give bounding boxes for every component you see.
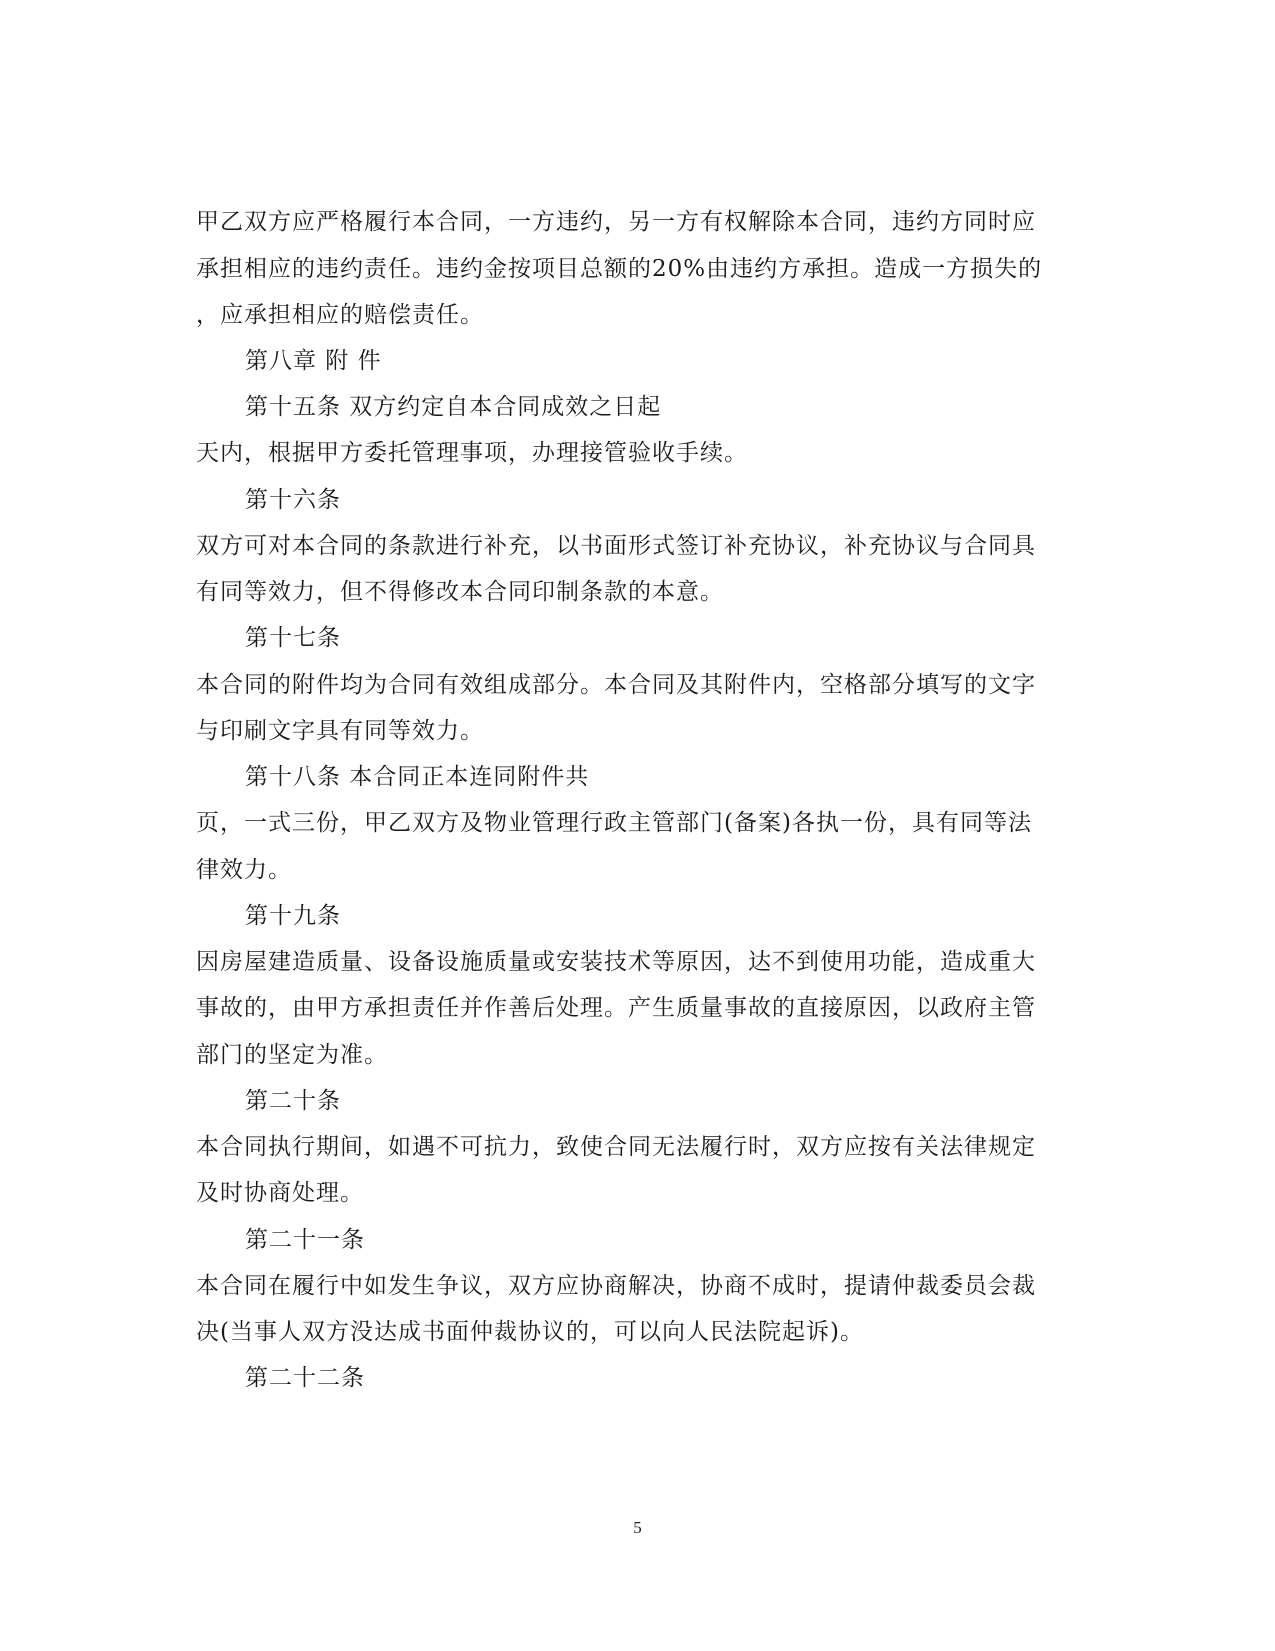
body-line: 甲乙双方应严格履行本合同，一方违约，另一方有权解除本合同，违约方同时应 — [196, 209, 1036, 235]
body-line: 决(当事人双方没达成书面仲裁协议的，可以向人民法院起诉)。 — [196, 1319, 864, 1345]
article-heading: 第二十一条 — [245, 1227, 365, 1253]
body-line: 天内，根据甲方委托管理事项，办理接管验收手续。 — [196, 440, 748, 466]
article-heading: 第十七条 — [245, 625, 341, 651]
body-line: ，应承担相应的赔偿责任。 — [196, 302, 484, 328]
body-line: 因房屋建造质量、设备设施质量或安装技术等原因，达不到使用功能，造成重大 — [196, 949, 1036, 975]
body-line: 本合同执行期间，如遇不可抗力，致使合同无法履行时，双方应按有关法律规定 — [196, 1134, 1036, 1160]
body-line: 有同等效力，但不得修改本合同印制条款的本意。 — [196, 579, 724, 605]
body-line: 承担相应的违约责任。违约金按项目总额的20%由违约方承担。造成一方损失的 — [196, 256, 1043, 282]
body-line: 与印刷文字具有同等效力。 — [196, 718, 484, 744]
article-heading: 第二十二条 — [245, 1365, 365, 1391]
article-heading: 第十九条 — [245, 903, 341, 929]
page-number: 5 — [633, 1518, 642, 1537]
article-heading: 第十六条 — [245, 487, 341, 513]
body-line: 双方可对本合同的条款进行补充，以书面形式签订补充协议，补充协议与合同具 — [196, 533, 1036, 559]
body-line: 页，一式三份，甲乙双方及物业管理行政主管部门(备案)各执一份，具有同等法 — [196, 810, 1032, 836]
body-line: 本合同的附件均为合同有效组成部分。本合同及其附件内，空格部分填写的文字 — [196, 672, 1036, 698]
body-line: 及时协商处理。 — [196, 1180, 364, 1206]
article-heading: 第十八条 本合同正本连同附件共 — [245, 764, 590, 790]
article-heading: 第十五条 双方约定自本合同成效之日起 — [245, 394, 662, 420]
body-line: 律效力。 — [196, 857, 292, 883]
body-line: 事故的，由甲方承担责任并作善后处理。产生质量事故的直接原因，以政府主管 — [196, 995, 1036, 1021]
article-heading: 第二十条 — [245, 1088, 341, 1114]
body-line: 部门的坚定为准。 — [196, 1042, 388, 1068]
body-line: 本合同在履行中如发生争议，双方应协商解决，协商不成时，提请仲裁委员会裁 — [196, 1273, 1036, 1299]
chapter-heading: 第八章 附 件 — [245, 348, 382, 374]
